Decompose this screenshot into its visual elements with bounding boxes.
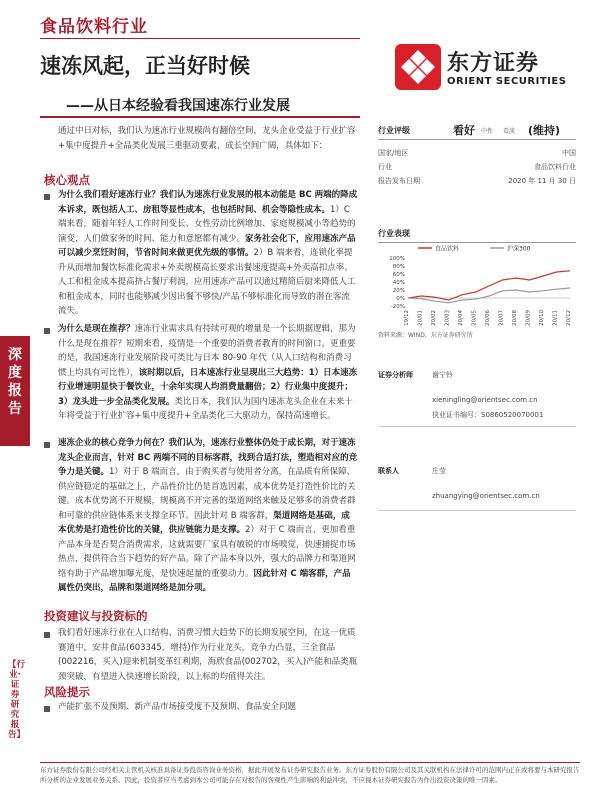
x-tick-label: 20/01 xyxy=(417,310,424,326)
x-tick-label: 20/05 xyxy=(471,310,478,326)
x-tick-label: 20/04 xyxy=(458,310,464,326)
y-tick-label: 0% xyxy=(396,296,405,302)
y-tick-label: 80% xyxy=(392,264,405,270)
risk-paragraph: 产能扩张不及预期、新产品市场接受度不及预期、食品安全问题 xyxy=(58,702,297,712)
info-key: 报告发布日期 xyxy=(378,177,420,185)
section-heading-invest: 投资建议与投资标的 xyxy=(44,609,148,623)
divider xyxy=(378,426,576,427)
logo-mark-icon xyxy=(395,44,441,90)
company-logo xyxy=(395,40,575,100)
core-point-3-bold3: 因此针对 C 端客群，产品属性仍突出，品牌和渠道网络是加分项。 xyxy=(58,568,351,593)
y-tick-label: 20% xyxy=(392,288,405,294)
divider xyxy=(40,38,360,39)
analyst-email: xieningling@orientsec.com.cn xyxy=(432,396,538,404)
logo-text-en: ORIENT SECURITIES xyxy=(447,76,567,87)
rating-low: 看淡 xyxy=(503,128,516,135)
contact-email: zhuangying@orientsec.com.cn xyxy=(432,492,540,500)
tab-char: 度 xyxy=(8,365,22,381)
y-tick-label: 60% xyxy=(392,272,405,278)
core-point-3-bold2: 渠道网络是基础，成本优势是打造性价比的关键，供应链能力是支撑。 xyxy=(58,510,350,535)
bullet xyxy=(44,706,50,712)
section-heading-core: 核心观点 xyxy=(44,173,90,187)
y-tick-label: 40% xyxy=(392,280,405,286)
analyst-cert: 执业证书编号：S0860520070001 xyxy=(432,411,544,419)
bullet xyxy=(44,442,50,448)
info-value: 2020 年 11 月 30 日 xyxy=(508,177,576,185)
info-row xyxy=(378,162,576,175)
x-tick-label: 20/12 xyxy=(566,310,572,326)
tab-char: 告 xyxy=(8,401,22,417)
performance-chart xyxy=(378,242,576,332)
series-line-1 xyxy=(408,288,570,303)
report-type-tab xyxy=(0,336,30,446)
legend-csi300: 沪深300 xyxy=(507,245,531,253)
invest-paragraph: 我们看好速冻行业在人口结构、消费习惯大趋势下的长期发展空间，在这一优质赛道中，安井食品(603345，增持)作为行业龙头，竞争力凸显，三全食品(002216，买入)迎来机制变革红利期，海欣食品(002702，买入)产能和品类瓶颈突破，有望进入快速增长阶段，以上标的均值得关注。 xyxy=(58,628,358,682)
core-point-1-text: 1）C 端来看，随着年轻人工作时间变长、女性劳动比例增加、家庭规模减小等趋势的演变，人们做家务的时间、能力和意愿都有减少。 xyxy=(58,204,356,244)
core-point-1-bold: 为什么我们看好速冻行业？我们认为速冻行业发展的根本动能是 BC 两端的降成本诉求，既包括人工、房租等显性成本，也包括时间、机会等隐性成本。 xyxy=(58,190,358,215)
analyst-name: 谢宁铃 xyxy=(432,371,453,379)
core-point-2-text: 速冻行业需求具有持续可观的增量是一个长期据逻辑，那为什么是现在推荐？短期来看，疫情是一个重要的消费者教育的时间窗口。更重要的是，我国速冻行业发展阶段可类比与日本 80-90 年代（从人口结构和消费习惯上均具有可比性）， xyxy=(58,324,356,378)
info-key: 行业 xyxy=(378,163,392,171)
contact-role: 联系人 xyxy=(378,467,399,475)
core-point-1 xyxy=(58,188,358,319)
x-tick-label: 20/09 xyxy=(525,310,532,326)
core-point-3-bold: 速冻企业的核心竞争力何在？我们认为，速冻行业整体仍处于成长期，对于速冻龙头企业而言，针对 BC 两端不同的目标客群，找到合适打法，塑造相对应的竞争力是关键。 xyxy=(58,438,358,477)
industry-title: 食品饮料行业 xyxy=(40,17,148,37)
core-point-2 xyxy=(58,322,358,424)
y-tick-label: -20% xyxy=(390,304,405,310)
info-value: 中国 xyxy=(562,149,576,157)
x-tick-label: 20/02 xyxy=(431,310,437,326)
core-point-2-text2: 类比日本，我们认为国内速冻龙头企业在未来十年将受益于行业扩容+集中度提升+全品类化三大驱动力，保持高速增长。 xyxy=(58,396,353,421)
rating-mid: 中性 xyxy=(481,128,494,135)
x-tick-label: 20/06 xyxy=(485,310,491,326)
x-tick-label: 20/08 xyxy=(512,310,518,326)
x-tick-label: 19/12 xyxy=(404,310,410,326)
analyst-role: 证券分析师 xyxy=(378,371,413,379)
rating-row xyxy=(378,122,576,140)
core-point-3-text: 1）对于 B 端而言，由于购买者与使用者分离，在品质有所保障、供应链稳定的基础之上，产品性价比仍是首选因素，成本优势是打造性价比的关键。成本优势离不开规模，规模离不开完善的渠道网络来触及足够多的消费者群和可靠的供应链体系来支撑全环节。因此针对 B 端客群， xyxy=(58,467,356,521)
y-tick-label: 100% xyxy=(389,256,405,262)
legend-food: 食品饮料 xyxy=(435,245,460,253)
core-point-1-bold2: 家务社会化下，应用速冻产品可以减少烹饪时间，节省时间来做更优先级的事情。 xyxy=(58,233,356,258)
tab-char: 深 xyxy=(8,347,22,363)
contact-name: 庄莹 xyxy=(432,467,446,475)
divider xyxy=(40,116,360,118)
core-point-3-text2: 2）对于 C 端而言，更加看重产品本身是否契合消费需求，这就需要厂家具有敏锐的市场嗅觉，快速捕捉市场热点，提供符合当下趋势的好产品。除了产品本身以外，强大的品牌力和渠道网络有助于产品增加曝光度，是快速起量的重要动力。 xyxy=(58,525,356,579)
tab-char: 报 xyxy=(8,383,22,399)
bullet xyxy=(44,194,50,200)
report-subtitle: ——从日本经验看我国速冻行业发展 xyxy=(66,98,290,114)
core-point-1-text2: 2）B 端来看，连锁化率提升从而增加餐饮标准化需求+外卖规模高长要求出餐速度提高+外卖高扣点率、人工和租金成本提高挤占餐厅利润，应用速冻产品可以通过精简后厨来降低人工和租金成本，同时也能够减少因出餐不够快/产品不够标准化而导致的潜在客流流失。 xyxy=(58,248,356,316)
x-tick-label: 20/11 xyxy=(552,310,559,326)
rating-keep: (维持) xyxy=(528,124,561,137)
side-label: 【行业·证券研究报告】 xyxy=(8,660,26,740)
info-value: 食品饮料行业 xyxy=(534,163,576,171)
section-heading-risk: 风险提示 xyxy=(44,685,90,699)
intro-paragraph: 通过中日对标，我们认为速冻行业规模尚有翻倍空间，龙头企业受益于行业扩容+集中度提升+全品类化发展三重驱动要素，成长空间广阔，具体如下： xyxy=(58,126,356,151)
bullet xyxy=(44,632,50,638)
footer-disclaimer: 东方证券股份有限公司经相关主管机关核准具备证券投资咨询业务资格，据此开展发布证券研究报告业务。东方证券股份有限公司及其关联机构在法律许可的范围内正在或将要与本研究报告所分析的企业发展业务关系。因此，投资者应当考虑到本公司可能存在对报告的客观性产生影响的利益冲突，不应视本证券研究报告为作出投资决策的唯一因素。 xyxy=(40,766,580,784)
info-row xyxy=(378,148,576,161)
chart-source: 资料来源：WIND、东方证券研究所 xyxy=(378,332,473,339)
x-tick-label: 20/10 xyxy=(539,310,545,326)
footer-divider xyxy=(40,762,580,763)
performance-heading: 行业表现 xyxy=(378,228,576,243)
info-row xyxy=(378,176,576,189)
core-point-3 xyxy=(58,436,358,596)
rating-label: 行业评级 xyxy=(378,126,410,135)
x-tick-label: 20/07 xyxy=(498,310,505,326)
divider xyxy=(378,510,576,511)
info-key: 国家/地区 xyxy=(378,149,409,157)
core-point-2-bold: 为什么是现在推荐？ xyxy=(58,324,135,334)
rating-value: 看好 xyxy=(453,124,475,137)
core-point-2-bold2: 该时期以后，日本速冻行业呈现出三大趋势：1）日本速冻行业增速明显快于餐饮业，十余年实现人均消费量翻倍；2）行业集中度提升；3）龙头进一步全品类化发展。 xyxy=(58,367,358,407)
x-tick-label: 20/03 xyxy=(444,310,451,326)
logo-text-cn: 东方证券 xyxy=(447,51,540,76)
report-title: 速冻风起，正当好时候 xyxy=(40,54,250,78)
bullet xyxy=(44,328,50,334)
